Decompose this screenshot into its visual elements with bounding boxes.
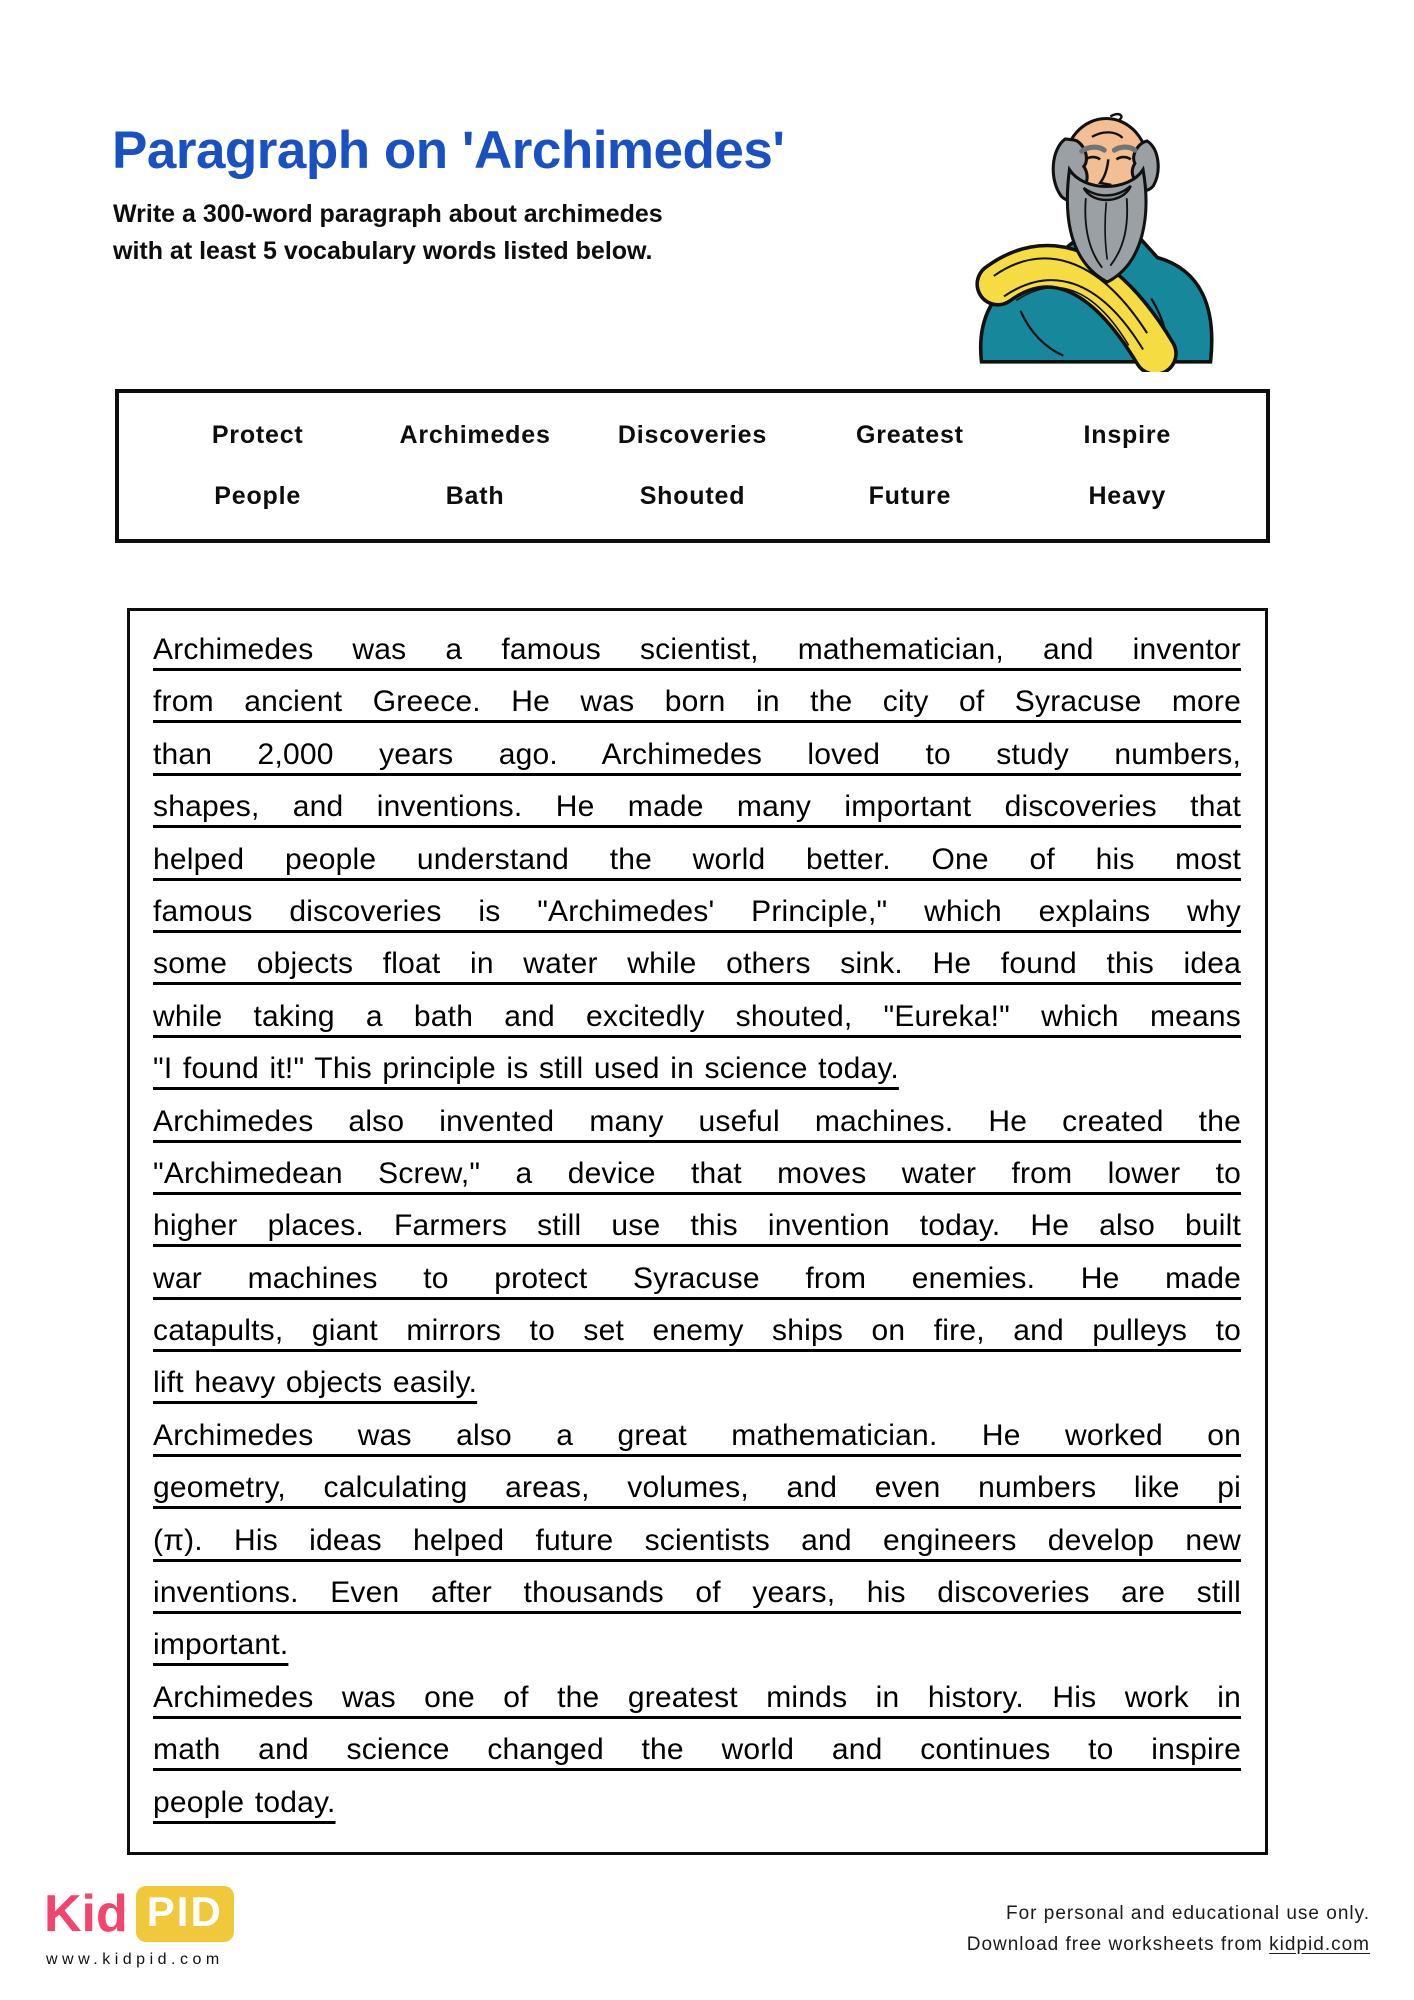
vocab-word: Future [868, 482, 952, 510]
paragraph-line: inventions. Even after thousands of years, his discoveries are still [153, 1576, 1241, 1610]
instructions-line-1: Write a 300-word paragraph about archimedes [113, 200, 663, 228]
website-url: www.kidpid.com [46, 1951, 224, 1968]
logo-pid-badge: PID [136, 1886, 234, 1942]
paragraph-line: helped people understand the world better. One of his most [153, 842, 1241, 876]
paragraph-line: "Archimedean Screw," a device that moves water from lower to [153, 1156, 1241, 1190]
paragraph-line: (π). His ideas helped future scientists and engineers develop new [153, 1523, 1241, 1557]
vocab-word: Protect [211, 421, 304, 449]
vocab-word: Discoveries [617, 421, 768, 449]
paragraph-line: Archimedes was also a great mathematician. He worked on [153, 1418, 1241, 1452]
paragraph-line: than 2,000 years ago. Archimedes loved to study numbers, [153, 737, 1241, 771]
kidpid-link[interactable]: kidpid.com [1269, 1934, 1370, 1955]
paragraph-line: "I found it!" This principle is still used in science today. [153, 1052, 899, 1086]
vocab-word: Heavy [1088, 482, 1167, 510]
paragraph-line: while taking a bath and excitedly shouted, "Eureka!" which means [153, 999, 1241, 1033]
usage-note-line-2 [967, 1929, 1370, 1960]
vocab-word: Bath [445, 482, 505, 510]
kidpid-logo [44, 1884, 234, 1944]
vocabulary-box [115, 389, 1270, 543]
paragraph-line: higher places. Farmers still use this invention today. He also built [153, 1209, 1241, 1243]
paragraph-line: math and science changed the world and continues to inspire [153, 1733, 1241, 1767]
paragraph-line: some objects float in water while others sink. He found this idea [153, 947, 1241, 981]
vocab-word: Shouted [639, 482, 746, 510]
usage-note-line-2-text: Download free worksheets from [966, 1934, 1270, 1955]
usage-note [967, 1898, 1370, 1960]
paragraph-box [127, 608, 1268, 1855]
paragraph-line: people today. [153, 1785, 336, 1819]
paragraph-line: lift heavy objects easily. [153, 1366, 478, 1400]
usage-note-line-1: For personal and educational use only. [1005, 1903, 1370, 1924]
vocab-word: Greatest [855, 421, 964, 449]
logo-kid-text: Kid [44, 1885, 128, 1943]
archimedes-illustration [945, 96, 1245, 372]
vocab-word: People [214, 482, 302, 510]
page-title: Paragraph on 'Archimedes' [112, 121, 785, 180]
paragraph-line: famous discoveries is "Archimedes' Principle," which explains why [153, 894, 1241, 928]
paragraph-line: geometry, calculating areas, volumes, and even numbers like pi [153, 1471, 1241, 1505]
paragraph-line: important. [153, 1628, 289, 1662]
vocab-word: Inspire [1083, 421, 1172, 449]
paragraph-line: war machines to protect Syracuse from enemies. He made [153, 1261, 1241, 1295]
paragraph-line: Archimedes was one of the greatest minds in history. His work in [153, 1680, 1241, 1714]
paragraph-lines [153, 624, 1241, 1829]
paragraph-line: catapults, giant mirrors to set enemy ships on fire, and pulleys to [153, 1314, 1241, 1348]
vocab-word: Archimedes [399, 421, 551, 449]
paragraph-line: Archimedes was a famous scientist, mathematician, and inventor [153, 633, 1241, 666]
paragraph-line: Archimedes also invented many useful machines. He created the [153, 1104, 1241, 1138]
paragraph-line: shapes, and inventions. He made many important discoveries that [153, 790, 1241, 824]
paragraph-line: from ancient Greece. He was born in the city of Syracuse more [153, 685, 1241, 719]
instructions-line-2: with at least 5 vocabulary words listed below. [113, 237, 653, 265]
instructions [113, 196, 663, 270]
